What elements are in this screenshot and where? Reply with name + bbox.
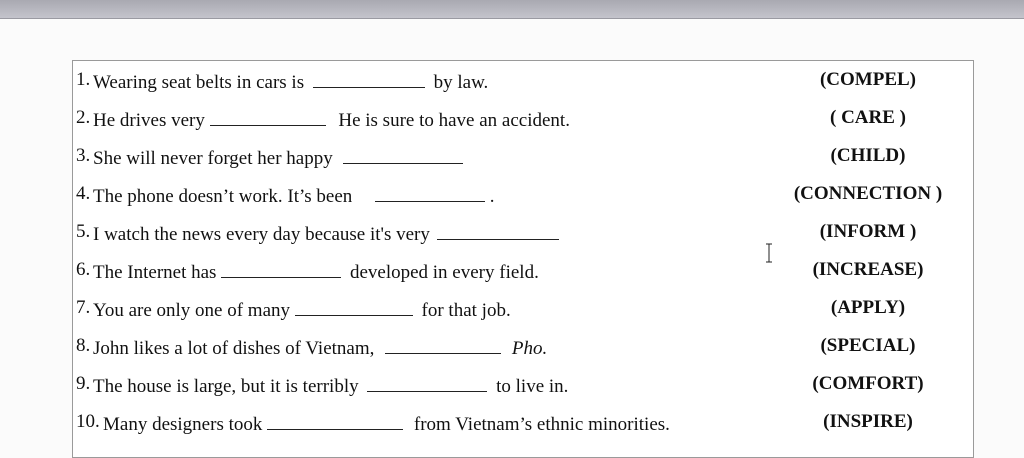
item-sentence xyxy=(93,183,495,208)
sentence-part: He drives very xyxy=(93,110,205,131)
answer-blank[interactable] xyxy=(267,411,403,430)
item-sentence xyxy=(93,107,570,132)
sentence-part: Wearing seat belts in cars is xyxy=(93,72,305,93)
item-number: 6. xyxy=(76,259,91,280)
item-number: 1. xyxy=(76,69,91,90)
sentence-part: . xyxy=(489,186,495,207)
keyword-hint: (INFORM ) xyxy=(819,221,917,242)
keyword-hint: ( CARE ) xyxy=(830,107,906,128)
exercise-item-1 xyxy=(73,63,973,97)
item-sentence xyxy=(93,69,488,94)
sentence-part: He is sure to have an accident. xyxy=(338,110,570,131)
item-sentence xyxy=(93,373,568,398)
window-top-bar xyxy=(0,0,1024,19)
exercise-item-7 xyxy=(73,291,973,325)
answer-blank[interactable] xyxy=(295,297,413,316)
item-number: 9. xyxy=(76,373,91,394)
exercise-item-4 xyxy=(73,177,973,211)
item-number: 10. xyxy=(76,411,100,432)
keyword-hint: (COMFORT) xyxy=(812,373,924,394)
sentence-part: I watch the news every day because it's very xyxy=(93,224,430,245)
answer-blank[interactable] xyxy=(343,145,463,164)
answer-blank[interactable] xyxy=(367,373,487,392)
answer-blank[interactable] xyxy=(375,183,485,202)
item-sentence xyxy=(93,259,539,284)
keyword-hint: (APPLY) xyxy=(830,297,906,318)
item-number: 5. xyxy=(76,221,91,242)
sentence-part: by law. xyxy=(433,72,489,93)
sentence-part: for that job. xyxy=(421,300,511,321)
item-sentence xyxy=(93,145,463,170)
sentence-part: John likes a lot of dishes of Vietnam, xyxy=(93,338,375,359)
item-sentence xyxy=(93,335,547,360)
keyword-hint: (CONNECTION ) xyxy=(793,183,943,204)
item-number: 7. xyxy=(76,297,91,318)
item-sentence xyxy=(93,297,511,322)
answer-blank[interactable] xyxy=(221,259,341,278)
sentence-part: She will never forget her happy xyxy=(93,148,333,169)
sentence-part: You are only one of many xyxy=(93,300,291,321)
sentence-part: Pho. xyxy=(511,338,548,359)
sentence-part: from Vietnam’s ethnic minorities. xyxy=(413,414,670,435)
answer-blank[interactable] xyxy=(385,335,501,354)
exercise-item-3 xyxy=(73,139,973,173)
keyword-hint: (INCREASE) xyxy=(812,259,924,280)
sentence-part: The phone doesn’t work. It’s been xyxy=(93,186,353,207)
keyword-hint: (INSPIRE) xyxy=(823,411,913,432)
exercise-box xyxy=(72,60,974,458)
item-number: 3. xyxy=(76,145,91,166)
answer-blank[interactable] xyxy=(210,107,326,126)
sentence-part: Many designers took xyxy=(103,414,263,435)
answer-blank[interactable] xyxy=(313,69,425,88)
item-sentence xyxy=(93,221,559,246)
item-number: 8. xyxy=(76,335,91,356)
item-sentence xyxy=(103,411,670,436)
exercise-item-2 xyxy=(73,101,973,135)
sentence-part: to live in. xyxy=(496,376,569,397)
item-number: 4. xyxy=(76,183,91,204)
keyword-hint: (COMPEL) xyxy=(819,69,917,90)
exercise-item-10 xyxy=(73,405,973,439)
text-cursor-icon xyxy=(766,243,772,263)
exercise-item-8 xyxy=(73,329,973,363)
sentence-part: The Internet has xyxy=(93,262,217,283)
exercise-item-5 xyxy=(73,215,973,249)
keyword-hint: (CHILD) xyxy=(830,145,906,166)
exercise-item-6 xyxy=(73,253,973,287)
sentence-part: developed in every field. xyxy=(349,262,539,283)
item-number: 2. xyxy=(76,107,91,128)
sentence-part: The house is large, but it is terribly xyxy=(93,376,359,397)
keyword-hint: (SPECIAL) xyxy=(820,335,916,356)
document-page xyxy=(0,19,1024,458)
exercise-item-9 xyxy=(73,367,973,401)
answer-blank[interactable] xyxy=(437,221,559,240)
